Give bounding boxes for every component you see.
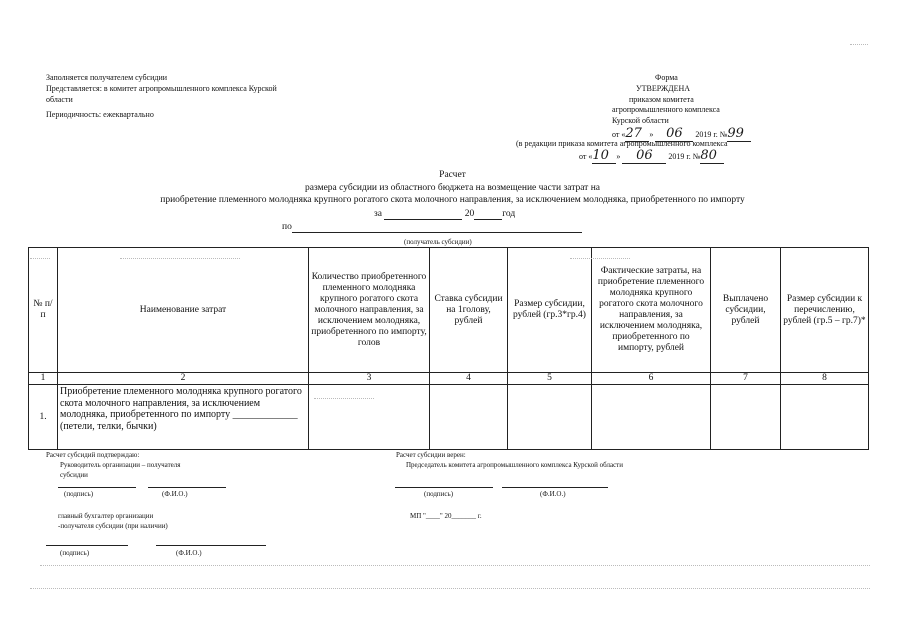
chair-signature-line[interactable] [395,487,493,488]
row-rate-cell[interactable] [430,385,508,450]
verified-label: Расчет субсидии верен: [396,451,466,459]
period-blank[interactable] [384,209,462,220]
header-paid: Выплачено субсидии, рублей [711,248,781,373]
header-subsidy-size: Размер субсидии, рублей (гр.3*гр.4) [508,248,592,373]
header-quantity: Количество приобретенного племенного молодняка крупного рогатого скота молочного направления, за исключением молодняка, приобретенного по импорту, голов [309,248,430,373]
column-number: 7 [711,373,781,385]
accountant-line2: -получателя субсидии (при наличии) [58,522,168,530]
edition-line: (в редакции приказа комитета агропромышленного комплекса [516,139,728,148]
head-signature-caption: (подпись) [64,490,94,498]
recipient-label: по [282,222,292,232]
order-line3: Курской области [612,116,669,125]
accountant-name-caption: (Ф.И.О.) [176,549,202,557]
chair-name-line[interactable] [502,487,608,488]
form-label: Форма [655,73,678,82]
chair-signature-caption: (подпись) [424,490,454,498]
column-number: 2 [58,373,309,385]
submitted-to-line1: Представляется: в комитет агропромышленного комплекса Курской [46,84,277,93]
order-date-mid: » [649,130,654,139]
subsidy-table [28,247,869,450]
column-number: 6 [592,373,711,385]
recipient-caption: (получатель субсидии) [404,238,472,246]
scan-artifact [850,44,868,45]
stamp-date-line: МП "____" 20_______ г. [410,512,482,520]
title-line3: приобретение племенного молодняка крупного рогатого скота молочного направления, за исключением молодняка, приобретенного по импорту [160,195,745,205]
scan-artifact [30,258,50,259]
column-number: 5 [508,373,592,385]
header-number: № п/п [29,248,58,373]
order-line2: агропромышленного комплекса [612,105,720,114]
header-to-transfer: Размер субсидии к перечислению, рублей (гр.5 – гр.7)* [781,248,869,373]
row-paid-cell[interactable] [711,385,781,450]
column-number: 8 [781,373,869,385]
column-number: 1 [29,373,58,385]
order-date-day: 27 [625,126,649,142]
scan-artifact [314,398,374,399]
header-cost-name: Наименование затрат [58,248,309,373]
accountant-signature-caption: (подпись) [60,549,90,557]
order-date-month: 06 [655,126,693,142]
scan-artifact [570,258,630,259]
title-line1: Расчет [439,170,466,180]
period-label: за [374,209,382,219]
head-name-caption: (Ф.И.О.) [162,490,188,498]
header-actual-costs: Фактические затраты, на приобретение племенного молодняка крупного рогатого скота молочного направления, за исключением молодняка, приобретенного по импорту, рублей [592,248,711,373]
order-date-year: 2019 г. № [695,130,728,139]
period-suffix: год [502,209,516,219]
column-number: 4 [430,373,508,385]
title-line2: размера субсидии из областного бюджета на возмещение части затрат на [304,183,601,193]
header-rate: Ставка субсидии на 1голову, рублей [430,248,508,373]
period-line [374,209,515,220]
edition-date-line [579,148,724,164]
submitted-to-line2: области [46,95,73,104]
scan-artifact [30,588,870,589]
scan-artifact [120,258,240,259]
chair-label: Председатель комитета агропромышленного комплекса Курской области [406,461,623,469]
head-name-line[interactable] [148,487,226,488]
confirm-label: Расчет субсидий подтверждаю: [46,451,140,459]
row-to-transfer-cell[interactable] [781,385,869,450]
chair-name-caption: (Ф.И.О.) [540,490,566,498]
edition-number: 80 [700,148,724,164]
head-line1: Руководитель организации – получателя [60,461,181,469]
order-number: 99 [727,126,751,142]
row-quantity-cell[interactable] [309,385,430,450]
edition-date-mid: » [616,152,621,161]
recipient-line [282,222,582,233]
period-year-blank[interactable] [474,209,502,220]
column-number: 3 [309,373,430,385]
column-number-row [29,373,869,385]
row-actual-costs-cell[interactable] [592,385,711,450]
approved-label: УТВЕРЖДЕНА [636,84,691,93]
order-line1: приказом комитета [629,95,694,104]
period-year: 20 [464,209,475,219]
order-date-prefix: от « [612,130,626,139]
row-number: 1. [29,385,58,450]
row-subsidy-cell[interactable] [508,385,592,450]
edition-date-year: 2019 г. № [668,152,701,161]
edition-date-prefix: от « [579,152,593,161]
row-cost-name: Приобретение племенного молодняка крупного рогатого скота молочного направления, за исключением молодняка, приобретенного по импорту _____________ (петели, телки, бычки) [58,385,309,450]
edition-date-month: 06 [622,148,666,164]
head-signature-line[interactable] [58,487,136,488]
edition-date-day: 10 [592,148,616,164]
table-header-row [29,248,869,373]
accountant-line1: главный бухгалтер организации [58,512,154,520]
scan-artifact [40,565,870,566]
table-row [29,385,869,450]
periodicity-note: Периодичность: ежеквартально [46,110,154,119]
accountant-name-line[interactable] [156,545,266,546]
recipient-blank[interactable] [292,222,582,233]
accountant-signature-line[interactable] [46,545,128,546]
head-line2: субсидии [60,471,88,479]
filled-by-note: Заполняется получателем субсидии [46,73,168,82]
